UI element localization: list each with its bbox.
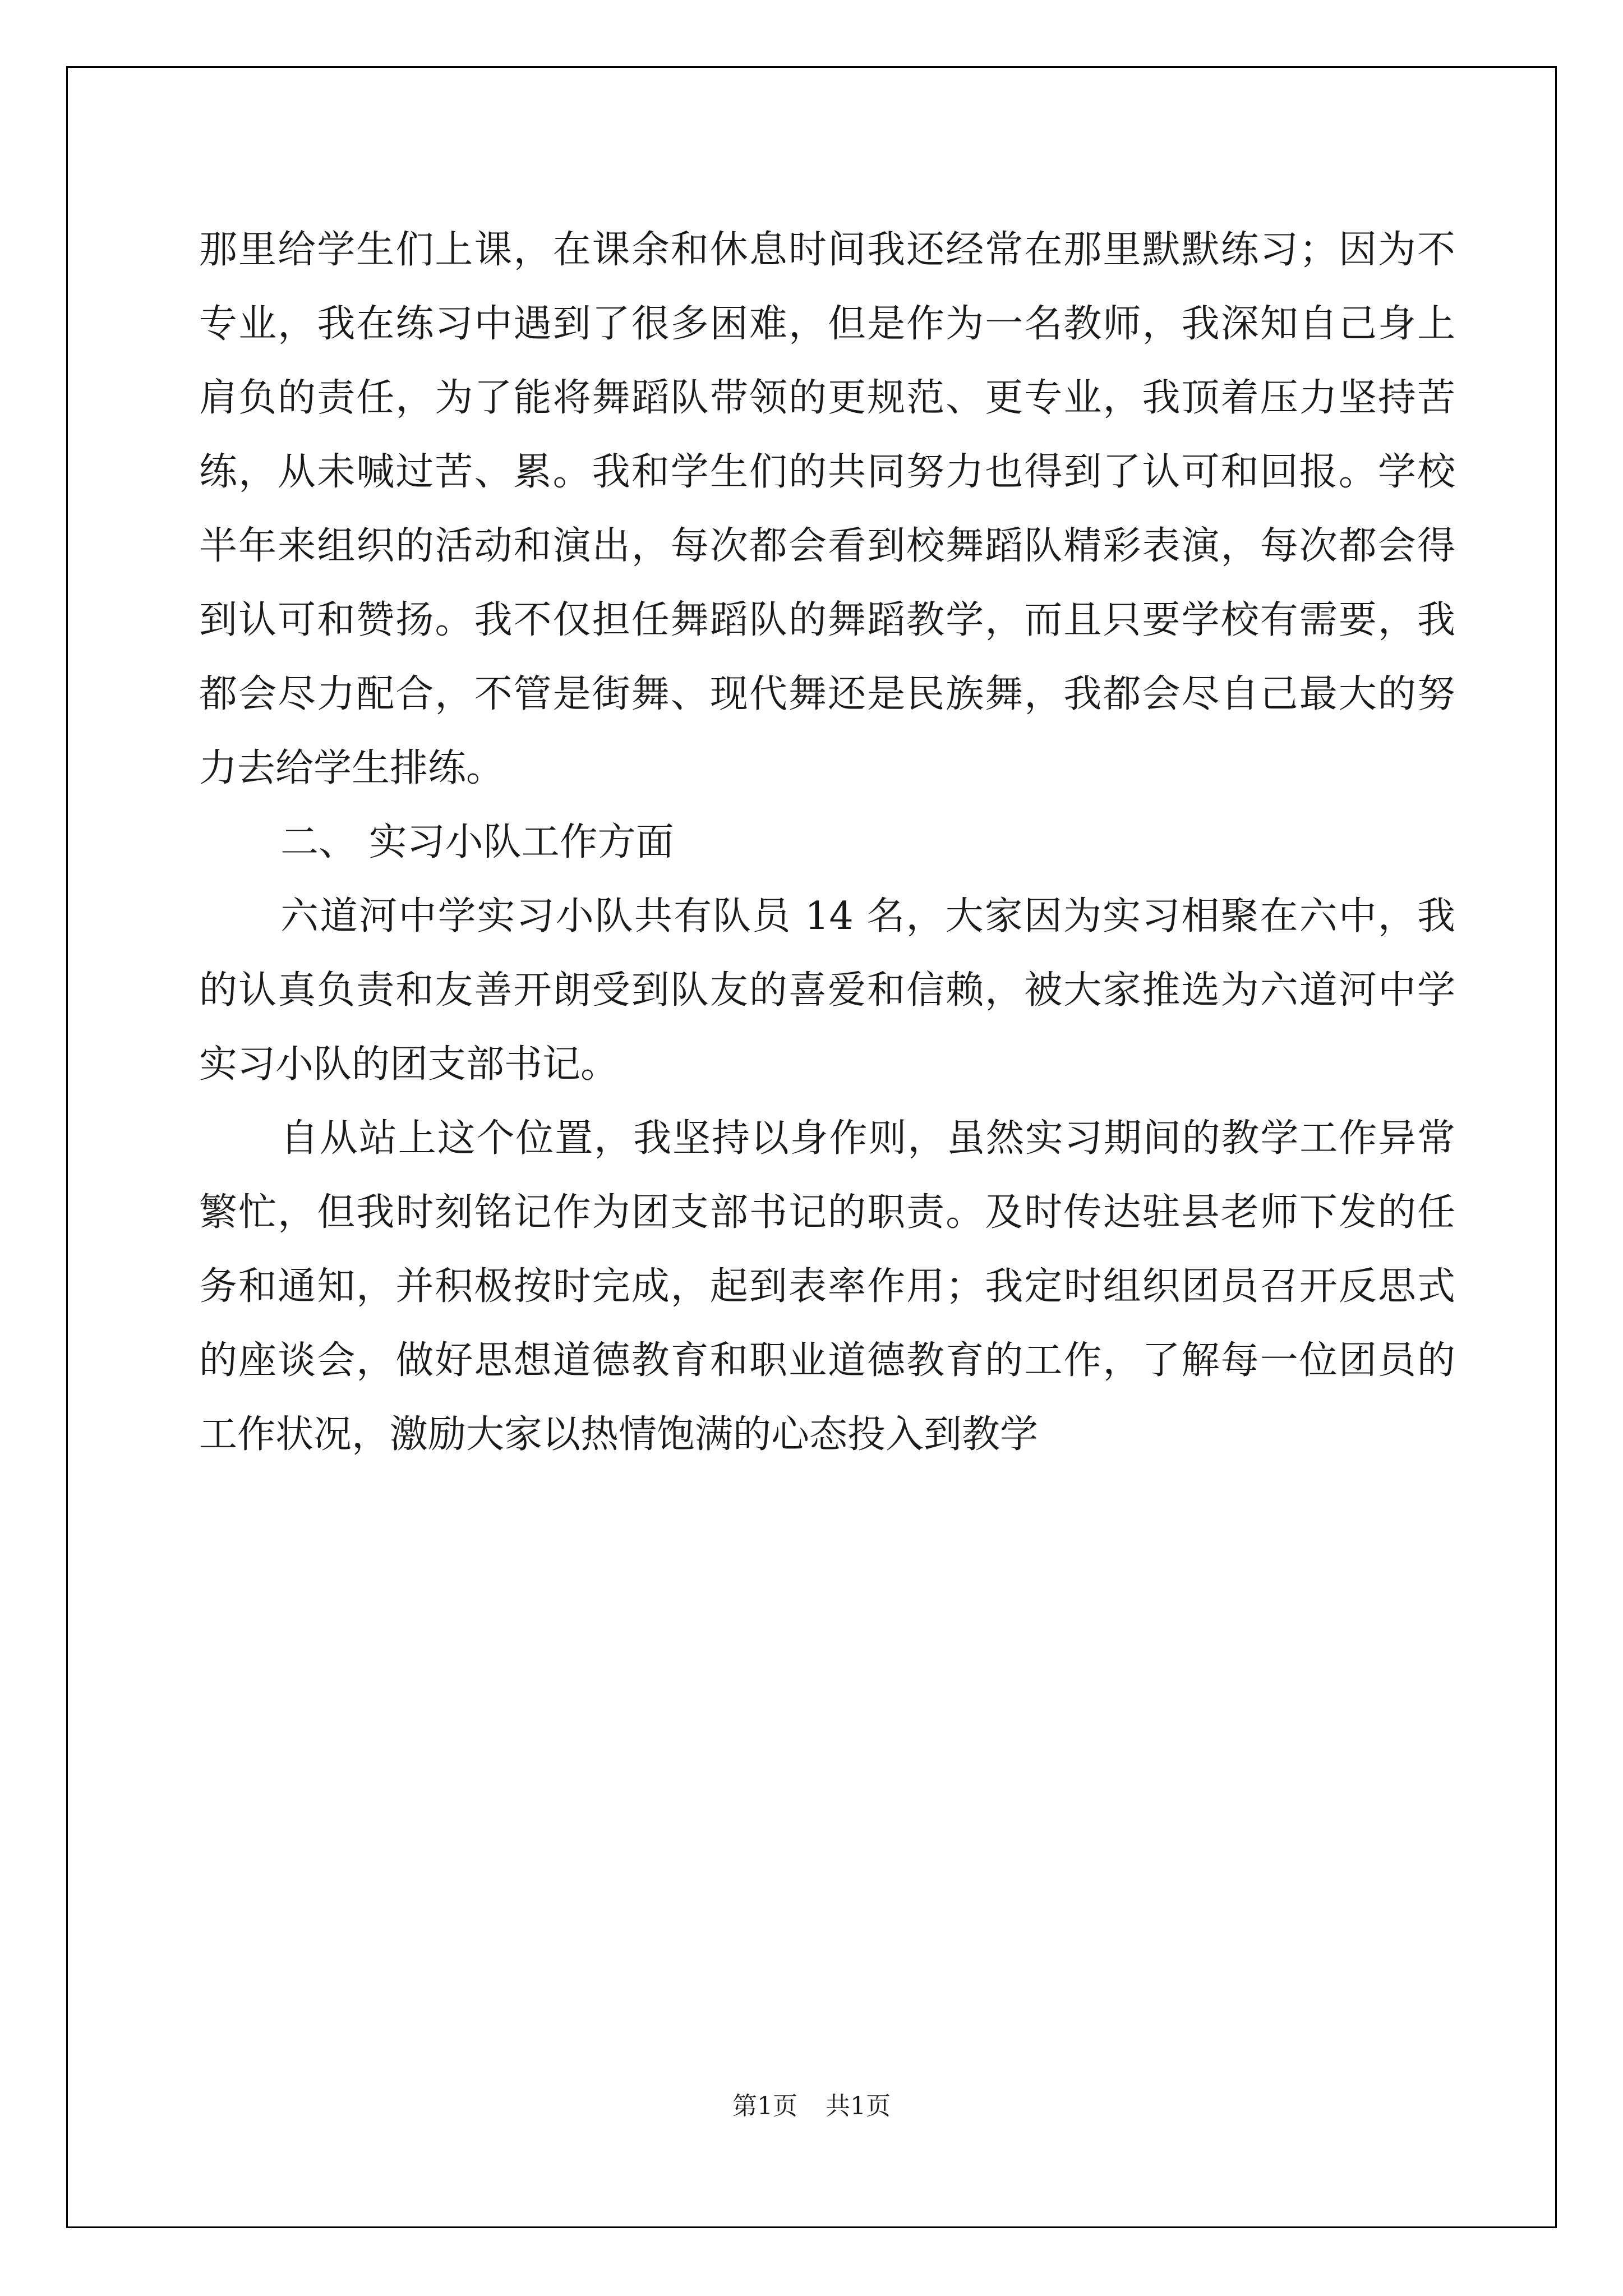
- page-number-total: 共1页: [826, 2092, 891, 2120]
- paragraph-continuation: 那里给学生们上课，在课余和休息时间我还经常在那里默默练习；因为不专业，我在练习中遇到了很多困难，但是作为一名教师，我深知自己身上肩负的责任，为了能将舞蹈队带领的更规范、更专业，我顶着压力坚持苦练，从未喊过苦、累。我和学生们的共同努力也得到了认可和回报。学校半年来组织的活动和演出，每次都会看到校舞蹈队精彩表演，每次都会得到认可和赞扬。我不仅担任舞蹈队的舞蹈教学，而且只要学校有需要，我都会尽力配合，不管是街舞、现代舞还是民族舞，我都会尽自己最大的努力去给学生排练。: [199, 228, 1455, 790]
- page-footer: [0, 2086, 1623, 2122]
- document-body: [199, 213, 1455, 1472]
- paragraph-team-intro: 六道河中学实习小队共有队员 14 名，大家因为实习相聚在六中，我的认真负责和友善开朗受到队友的喜爱和信赖，被大家推选为六道河中学实习小队的团支部书记。: [199, 894, 1455, 1087]
- paragraph-secretary-duties: 自从站上这个位置，我坚持以身作则，虽然实习期间的教学工作异常繁忙，但我时刻铭记作为团支部书记的职责。及时传达驻县老师下发的任务和通知，并积极按时完成，起到表率作用；我定时组织团员召开反思式的座谈会，做好思想道德教育和职业道德教育的工作，了解每一位团员的工作状况，激励大家以热情饱满的心态投入到教学: [199, 1116, 1455, 1457]
- page-number-current: 第1页: [732, 2092, 797, 2120]
- section-heading: 二、 实习小队工作方面: [280, 820, 674, 864]
